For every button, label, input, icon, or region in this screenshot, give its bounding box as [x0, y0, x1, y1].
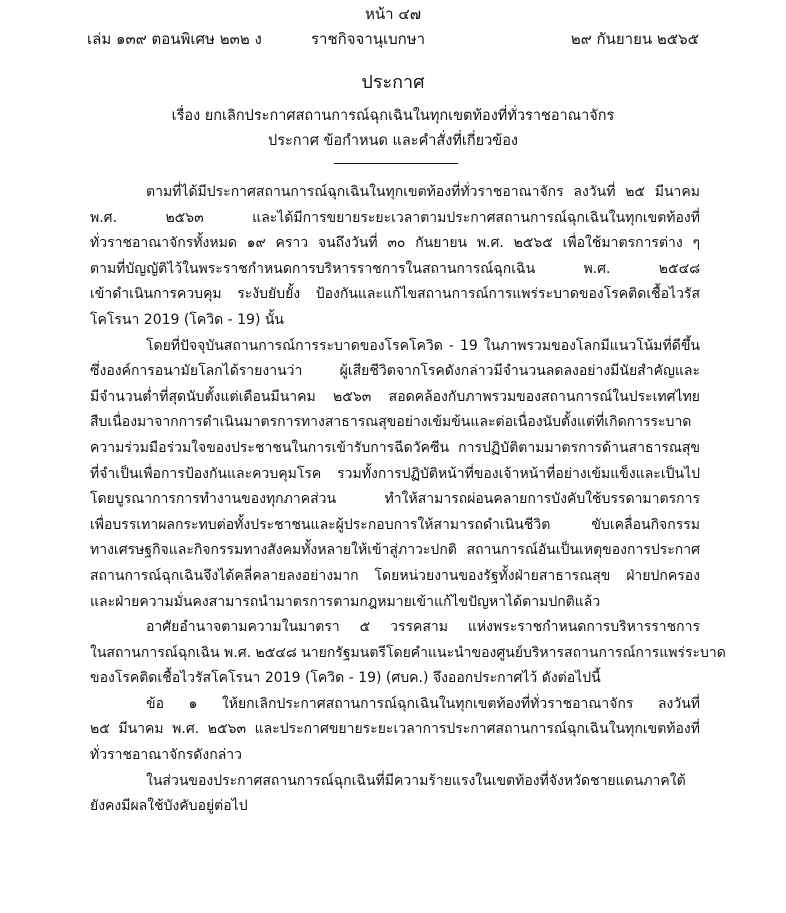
document-subject [0, 104, 786, 154]
publication-name: ราชกิจจานุเบกษา [311, 30, 426, 48]
text-line: พ.ศ. ๒๕๖๓ และได้มีการขยายระยะเวลาตามประกาศสถานการณ์ฉุกเฉินในทุกเขตท้องที่ [90, 209, 700, 226]
text-line: สืบเนื่องมาจากการดำเนินมาตรการทางสาธารณสุขอย่างเข้มข้นและต่อเนื่องนับตั้งแต่ที่เกิดการระบาด [90, 414, 692, 431]
paragraph-clause-1 [90, 692, 700, 769]
text-line: โดยที่ปัจจุบันสถานการณ์การระบาดของโรคโควิด - 19 ในภาพรวมของโลกมีแนวโน้มที่ดีขึ้น [146, 337, 700, 354]
document-body [90, 180, 726, 820]
text-line: ตามที่บัญญัติไว้ในพระราชกำหนดการบริหารราชการในสถานการณ์ฉุกเฉิน พ.ศ. ๒๕๔๘ [90, 260, 700, 277]
text-line: ความร่วมมือร่วมใจของประชาชนในการเข้ารับการฉีดวัคซีน การปฏิบัติตามมาตรการด้านสาธารณสุข [90, 439, 700, 456]
text-line: ทั่วราชอาณาจักรดังกล่าว [90, 747, 242, 764]
title-divider [334, 163, 458, 164]
text-line: เข้าดำเนินการควบคุม ระงับยับยั้ง ป้องกันและแก้ไขสถานการณ์การแพร่ระบาดของโรคติดเชื้อไวรัส [90, 286, 700, 303]
text-line: ซึ่งองค์การอนามัยโลกได้รายงานว่า ผู้เสียชีวิตจากโรคดังกล่าวมีจำนวนลดลงอย่างมีนัยสำคัญและ [90, 363, 700, 380]
text-line: และฝ่ายความมั่นคงสามารถนำมาตรการตามกฎหมายเข้าแก้ไขปัญหาได้ตามปกติแล้ว [90, 593, 601, 610]
subject-line-2: ประกาศ ข้อกำหนด และคำสั่งที่เกี่ยวข้อง [268, 133, 518, 149]
document-title: ประกาศ [361, 72, 425, 93]
text-line: มีจำนวนต่ำที่สุดนับตั้งแต่เดือนมีนาคม ๒๕๖๓ สอดคล้องกับภาพรวมของสถานการณ์ในประเทศไทย [90, 388, 700, 405]
volume-issue: เล่ม ๑๓๙ ตอนพิเศษ ๒๓๒ ง [87, 30, 262, 48]
text-line: สถานการณ์ฉุกเฉินจึงได้คลี่คลายลงอย่างมาก โดยหน่วยงานของรัฐทั้งฝ่ายสาธารณสุข ฝ่ายปกครอง [90, 567, 700, 584]
text-line: ยังคงมีผลใช้บังคับอยู่ต่อไป [90, 798, 248, 815]
text-line: ของโรคติดเชื้อไวรัสโคโรนา 2019 (โควิด - 19) (ศบค.) จึงออกประกาศไว้ ดังต่อไปนี้ [90, 670, 601, 687]
gazette-header [87, 28, 699, 50]
text-line: ตามที่ได้มีประกาศสถานการณ์ฉุกเฉินในทุกเขตท้องที่ทั่วราชอาณาจักร ลงวันที่ ๒๕ มีนาคม [146, 184, 700, 200]
text-line: อาศัยอำนาจตามความในมาตรา ๕ วรรคสาม แห่งพระราชกำหนดการบริหารราชการ [146, 619, 700, 636]
text-line: ทั่วราชอาณาจักรทั้งหมด ๑๙ คราว จนถึงวันที่ ๓๐ กันยายน พ.ศ. ๒๕๖๕ เพื่อใช้มาตรการต่าง ๆ [90, 235, 700, 252]
page-number: หน้า ๔๗ [365, 5, 421, 23]
paragraph-southern-provinces [90, 769, 700, 820]
text-line: ทางเศรษฐกิจและกิจกรรมทางสังคมทั้งหลายให้เข้าสู่ภาวะปกติ สถานการณ์อันเป็นเหตุของการประกาศ [90, 542, 700, 559]
paragraph-preamble [90, 180, 700, 334]
text-line: เพื่อบรรเทาผลกระทบต่อทั้งประชาชนและผู้ประกอบการให้สามารถดำเนินชีวิต ขับเคลื่อนกิจกรรม [90, 516, 700, 533]
publication-date: ๒๙ กันยายน ๒๕๖๕ [570, 30, 699, 48]
text-line: โดยบูรณาการการทำงานของทุกภาคส่วน ทำให้สามารถผ่อนคลายการบังคับใช้บรรดามาตรการ [90, 491, 700, 508]
text-line: โคโรนา 2019 (โควิด - 19) นั้น [90, 311, 285, 328]
text-line: ที่จำเป็นเพื่อการป้องกันและควบคุมโรค รวมทั้งการปฏิบัติหน้าที่ของเจ้าหน้าที่อย่างเข้มแข็งและเป็นไป [90, 465, 700, 482]
text-line: ข้อ ๑ ให้ยกเลิกประกาศสถานการณ์ฉุกเฉินในทุกเขตท้องที่ทั่วราชอาณาจักร ลงวันที่ [146, 695, 700, 712]
text-line: ในส่วนของประกาศสถานการณ์ฉุกเฉินที่มีความร้ายแรงในเขตท้องที่จังหวัดชายแดนภาคใต้ [146, 772, 686, 789]
paragraph-authority [90, 615, 726, 692]
paragraph-situation [90, 334, 700, 616]
subject-line-1: เรื่อง ยกเลิกประกาศสถานการณ์ฉุกเฉินในทุกเขตท้องที่ทั่วราชอาณาจักร [171, 108, 615, 124]
text-line: ๒๕ มีนาคม พ.ศ. ๒๕๖๓ และประกาศขยายระยะเวลาการประกาศสถานการณ์ฉุกเฉินในทุกเขตท้องที่ [90, 721, 700, 738]
text-line: ในสถานการณ์ฉุกเฉิน พ.ศ. ๒๕๔๘ นายกรัฐมนตรีโดยคำแนะนำของศูนย์บริหารสถานการณ์การแพร่ระบาด [90, 644, 726, 661]
